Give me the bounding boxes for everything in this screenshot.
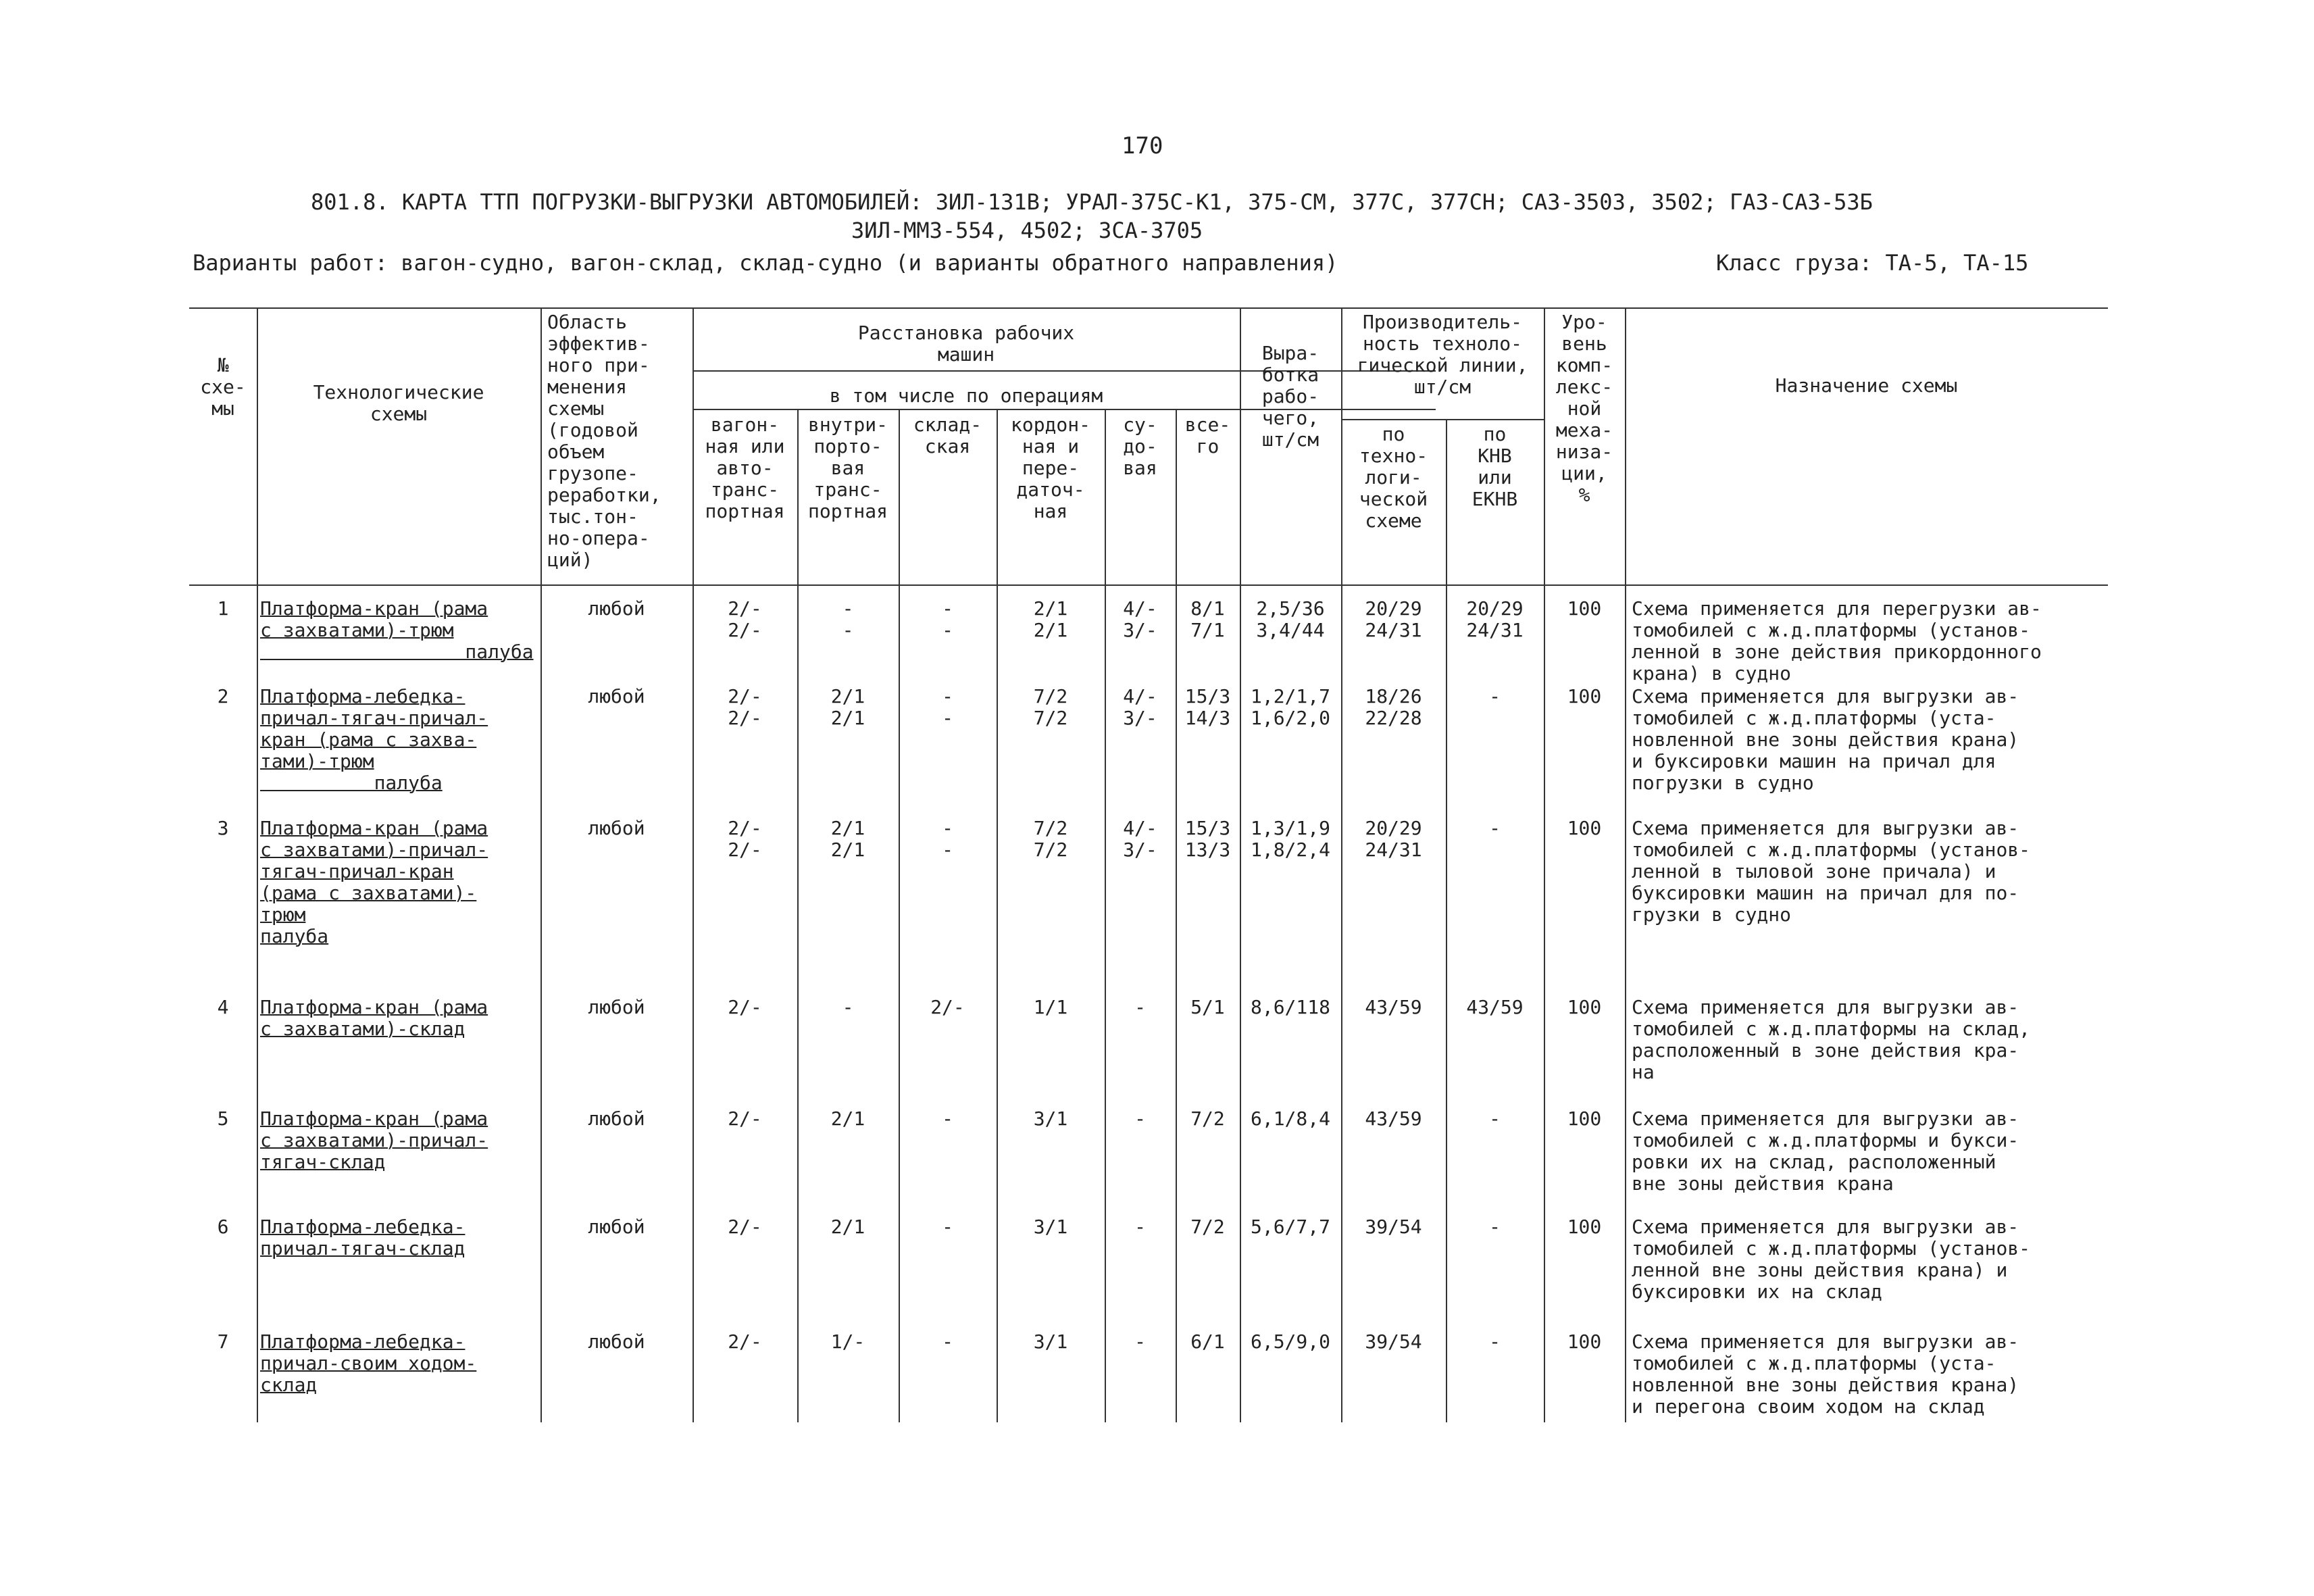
cell-ship: - <box>1134 1330 1146 1353</box>
cargo-class: Класс груза: ТА-5, ТА-15 <box>1716 250 2029 276</box>
cell-internal-port: 2/1 2/1 <box>830 817 865 861</box>
cell-productivity-by-kniv: - <box>1489 685 1501 707</box>
header-worker-output: Выра- ботка рабо- чего, шт/см <box>1261 342 1319 451</box>
work-variants: Варианты работ: вагон-судно, вагон-склад, склад-судно (и варианты обратного направления) <box>193 250 1338 276</box>
cell-scheme-number: 5 <box>217 1107 229 1130</box>
cell-productivity-by-kniv: - <box>1489 817 1501 839</box>
cell-scheme-number: 4 <box>217 996 229 1018</box>
header-bottom-rule <box>189 584 2108 586</box>
cell-scheme-number: 3 <box>217 817 229 839</box>
cell-productivity-by-scheme: 20/29 24/31 <box>1365 817 1422 861</box>
cell-scheme-purpose: Схема применяется для выгрузки ав- томобилей с ж.д.платформы (уста- новленной вне зоны действия крана) и перегона своим ходом на склад <box>1632 1330 2019 1418</box>
cell-internal-port: 2/1 <box>830 1216 865 1238</box>
document-title: 801.8. КАРТА ТТП ПОГРУЗКИ-ВЫГРУЗКИ АВТОМОБИЛЕЙ: ЗИЛ-131В; УРАЛ-375С-К1, 375-СМ, 377С, 377СН; САЗ-3503, 3502; ГАЗ-САЗ-53Б <box>311 189 1873 215</box>
cell-productivity-by-kniv: - <box>1489 1107 1501 1130</box>
cell-warehouse: - - <box>942 685 953 729</box>
column-rule <box>1625 307 1626 1422</box>
cell-scheme-purpose: Схема применяется для выгрузки ав- томобилей с ж.д.платформы (установ- ленной в тыловой зоне причала) и буксировки машин на причал для по- грузки в судно <box>1632 817 2031 926</box>
header-ship: су- до- вая <box>1123 414 1157 479</box>
header-application-area: Область эффектив- ного при- менения схемы (годовой объем грузопе- реработки, тыс.тон- но-опера- ций) <box>547 311 661 571</box>
cell-scheme-purpose: Схема применяется для перегрузки ав- томобилей с ж.д.платформы (установ- ленной в зоне действия прикордонного крана) в судно <box>1632 597 2042 684</box>
column-rule <box>1176 409 1177 1422</box>
technology-card-table <box>189 307 2108 1429</box>
cell-ship: 4/- 3/- <box>1123 597 1157 641</box>
cell-ship: 4/- 3/- <box>1123 685 1157 729</box>
cell-warehouse: 2/- <box>930 996 965 1018</box>
header-scheme-number: № схе- мы <box>200 354 246 420</box>
cell-productivity-by-kniv: 43/59 <box>1466 996 1524 1018</box>
cell-technological-scheme: Платформа-кран (рама с захватами)-склад <box>260 996 488 1040</box>
cell-worker-output: 5,6/7,7 <box>1250 1216 1330 1238</box>
cell-ship: - <box>1134 996 1146 1018</box>
document-title-continued: ЗИЛ-ММЗ-554, 4502; ЗСА-3705 <box>851 218 1203 243</box>
cell-productivity-by-scheme: 43/59 <box>1365 1107 1422 1130</box>
header-wagon-transport: вагон- ная или авто- транс- портная <box>705 414 785 522</box>
cell-application-area: любой <box>588 1216 645 1238</box>
cell-cordon-transfer: 7/2 7/2 <box>1033 685 1068 729</box>
cell-wagon-transport: 2/- <box>728 996 762 1018</box>
column-rule <box>797 409 799 1422</box>
header-by-scheme: по техно- логи- ческой схеме <box>1359 423 1428 532</box>
cell-scheme-number: 1 <box>217 597 229 620</box>
cell-ship: 4/- 3/- <box>1123 817 1157 861</box>
column-rule <box>1446 419 1447 1422</box>
cell-wagon-transport: 2/- 2/- <box>728 817 762 861</box>
cell-application-area: любой <box>588 685 645 707</box>
header-internal-port: внутри- порто- вая транс- портная <box>807 414 888 522</box>
cell-total: 8/1 7/1 <box>1190 597 1225 641</box>
cell-technological-scheme: Платформа-лебедка- причал-своим ходом- склад <box>260 1330 477 1396</box>
cell-productivity-by-kniv: - <box>1489 1330 1501 1353</box>
cell-technological-scheme: Платформа-кран (рама с захватами)-причал- тягач-причал-кран (рама с захватами)- трюм палуба <box>260 817 488 947</box>
cell-worker-output: 1,2/1,7 1,6/2,0 <box>1250 685 1330 729</box>
header-mechanization-level: Уро- вень комп- лекс- ной меха- низа- ции, % <box>1555 311 1613 506</box>
cell-internal-port: 2/1 2/1 <box>830 685 865 729</box>
header-scheme-purpose: Назначение схемы <box>1775 374 1958 397</box>
header-total: все- го <box>1184 414 1231 457</box>
cell-productivity-by-scheme: 39/54 <box>1365 1216 1422 1238</box>
cell-wagon-transport: 2/- 2/- <box>728 685 762 729</box>
cell-warehouse: - <box>942 1330 953 1353</box>
cell-mechanization-level: 100 <box>1567 597 1602 620</box>
cell-application-area: любой <box>588 1107 645 1130</box>
cell-total: 7/2 <box>1190 1216 1225 1238</box>
cell-worker-output: 1,3/1,9 1,8/2,4 <box>1250 817 1330 861</box>
column-rule <box>997 409 998 1422</box>
cell-mechanization-level: 100 <box>1567 685 1602 707</box>
cell-warehouse: - <box>942 1216 953 1238</box>
cell-application-area: любой <box>588 996 645 1018</box>
cell-productivity-by-kniv: 20/29 24/31 <box>1466 597 1524 641</box>
cell-mechanization-level: 100 <box>1567 1216 1602 1238</box>
cell-internal-port: 1/- <box>830 1330 865 1353</box>
cell-warehouse: - - <box>942 817 953 861</box>
column-rule <box>899 409 900 1422</box>
cell-total: 7/2 <box>1190 1107 1225 1130</box>
cell-scheme-purpose: Схема применяется для выгрузки ав- томобилей с ж.д.платформы и букси- ровки их на склад, расположенный вне зоны действия крана <box>1632 1107 2019 1195</box>
page-number: 170 <box>1122 132 1163 159</box>
cell-ship: - <box>1134 1107 1146 1130</box>
cell-internal-port: - - <box>842 597 854 641</box>
header-line-productivity: Производитель- ность техноло- гической линии, шт/см <box>1357 311 1528 398</box>
header-warehouse: склад- ская <box>913 414 982 457</box>
cell-ship: - <box>1134 1216 1146 1238</box>
cell-worker-output: 8,6/118 <box>1250 996 1330 1018</box>
cell-mechanization-level: 100 <box>1567 1330 1602 1353</box>
cell-worker-output: 6,5/9,0 <box>1250 1330 1330 1353</box>
cell-wagon-transport: 2/- <box>728 1330 762 1353</box>
cell-wagon-transport: 2/- <box>728 1107 762 1130</box>
header-by-kniv: по КНВ или ЕКНВ <box>1472 423 1518 510</box>
column-rule <box>1105 409 1106 1422</box>
cell-scheme-purpose: Схема применяется для выгрузки ав- томобилей с ж.д.платформы на склад, расположенный в зоне действия кра- на <box>1632 996 2031 1083</box>
cell-technological-scheme: Платформа-кран (рама с захватами)-трюм палуба <box>260 597 534 663</box>
cell-cordon-transfer: 2/1 2/1 <box>1033 597 1068 641</box>
cell-internal-port: 2/1 <box>830 1107 865 1130</box>
cell-total: 15/3 13/3 <box>1184 817 1231 861</box>
cell-application-area: любой <box>588 817 645 839</box>
cell-productivity-by-kniv: - <box>1489 1216 1501 1238</box>
cell-mechanization-level: 100 <box>1567 1107 1602 1130</box>
cell-cordon-transfer: 1/1 <box>1033 996 1068 1018</box>
cell-warehouse: - - <box>942 597 953 641</box>
column-rule <box>257 307 258 1422</box>
header-subrule-3 <box>1341 419 1544 420</box>
header-machine-placement: Расстановка рабочих машин <box>857 322 1075 366</box>
cell-cordon-transfer: 3/1 <box>1033 1330 1068 1353</box>
cell-wagon-transport: 2/- 2/- <box>728 597 762 641</box>
header-including-operations: в том числе по операциям <box>829 384 1103 407</box>
cell-application-area: любой <box>588 597 645 620</box>
cell-productivity-by-scheme: 20/29 24/31 <box>1365 597 1422 641</box>
column-rule <box>1240 307 1241 1422</box>
cell-productivity-by-scheme: 18/26 22/28 <box>1365 685 1422 729</box>
cell-cordon-transfer: 3/1 <box>1033 1107 1068 1130</box>
cell-mechanization-level: 100 <box>1567 996 1602 1018</box>
cell-scheme-number: 6 <box>217 1216 229 1238</box>
cell-technological-scheme: Платформа-лебедка- причал-тягач-склад <box>260 1216 466 1260</box>
header-technological-schemes: Технологические схемы <box>313 381 484 425</box>
cell-total: 15/3 14/3 <box>1184 685 1231 729</box>
cell-productivity-by-scheme: 39/54 <box>1365 1330 1422 1353</box>
header-cordon-transfer: кордон- ная и пере- даточ- ная <box>1010 414 1090 522</box>
cell-cordon-transfer: 7/2 7/2 <box>1033 817 1068 861</box>
cell-scheme-number: 2 <box>217 685 229 707</box>
cell-wagon-transport: 2/- <box>728 1216 762 1238</box>
cell-warehouse: - <box>942 1107 953 1130</box>
cell-application-area: любой <box>588 1330 645 1353</box>
cell-productivity-by-scheme: 43/59 <box>1365 996 1422 1018</box>
cell-scheme-purpose: Схема применяется для выгрузки ав- томобилей с ж.д.платформы (установ- ленной вне зоны действия крана) и буксировки их на склад <box>1632 1216 2031 1303</box>
cell-total: 6/1 <box>1190 1330 1225 1353</box>
cell-worker-output: 2,5/36 3,4/44 <box>1256 597 1325 641</box>
cell-scheme-purpose: Схема применяется для выгрузки ав- томобилей с ж.д.платформы (уста- новленной вне зоны действия крана) и буксировки машин на причал для погрузки в судно <box>1632 685 2019 794</box>
cell-scheme-number: 7 <box>217 1330 229 1353</box>
cell-technological-scheme: Платформа-лебедка- причал-тягач-причал- кран (рама с захва- тами)-трюм палуба <box>260 685 488 794</box>
cell-total: 5/1 <box>1190 996 1225 1018</box>
cell-technological-scheme: Платформа-кран (рама с захватами)-причал- тягач-склад <box>260 1107 488 1173</box>
cell-internal-port: - <box>842 996 854 1018</box>
cell-cordon-transfer: 3/1 <box>1033 1216 1068 1238</box>
cell-worker-output: 6,1/8,4 <box>1250 1107 1330 1130</box>
cell-mechanization-level: 100 <box>1567 817 1602 839</box>
table-top-rule <box>189 307 2108 309</box>
